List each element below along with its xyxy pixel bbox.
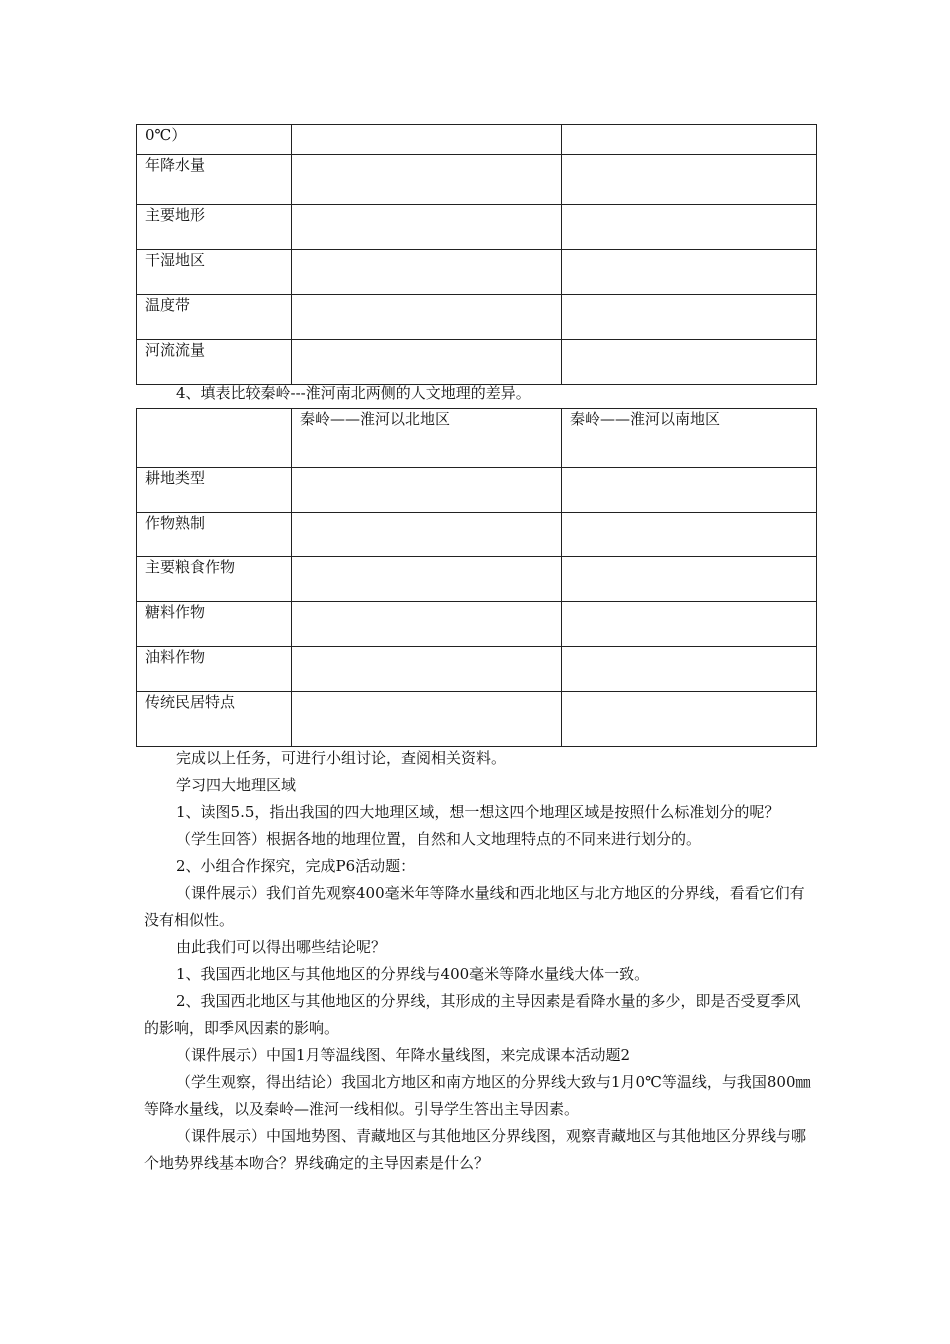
table-row [137, 340, 817, 385]
table-intro: 4、填表比较秦岭---淮河南北两侧的人文地理的差异。 [176, 384, 531, 402]
lesson-text [144, 745, 814, 1177]
table-cell[interactable] [562, 692, 817, 747]
table-cell[interactable] [292, 205, 562, 250]
table-row [137, 647, 817, 692]
row-label: 糖料作物 [137, 602, 292, 647]
table-row [137, 513, 817, 557]
table-cell[interactable] [292, 295, 562, 340]
section-heading: 学习四大地理区域 [176, 776, 297, 794]
row-label: 年降水量 [137, 155, 292, 205]
natural-geography-table [136, 124, 817, 385]
paragraph: 1、读图5.5，指出我国的四大地理区域，想一想这四个地理区域是按照什么标准划分的呢？ [176, 803, 780, 821]
table-row [137, 468, 817, 513]
human-geography-table [136, 408, 817, 747]
table-cell[interactable] [292, 468, 562, 513]
header-cell: 秦岭——淮河以北地区 [292, 409, 562, 468]
table-cell[interactable] [292, 155, 562, 205]
table-row [137, 295, 817, 340]
row-label: 温度带 [137, 295, 292, 340]
table-row [137, 557, 817, 602]
table-row [137, 602, 817, 647]
paragraph: （课件展示）中国地势图、青藏地区与其他地区分界线图，观察青藏地区与其他地区分界线与哪个地势界线基本吻合？界线确定的主导因素是什么？ [144, 1127, 807, 1172]
paragraph: 由此我们可以得出哪些结论呢？ [176, 938, 387, 956]
table-row [137, 125, 817, 155]
row-label: 主要粮食作物 [137, 557, 292, 602]
table-cell[interactable] [562, 647, 817, 692]
table-cell[interactable] [292, 692, 562, 747]
row-label: 传统民居特点 [137, 692, 292, 747]
row-label: 主要地形 [137, 205, 292, 250]
table-cell[interactable] [562, 557, 817, 602]
row-label: 0℃） [137, 125, 292, 155]
paragraph: （学生观察，得出结论）我国北方地区和南方地区的分界线大致与1月0℃等温线，与我国800㎜等降水量线，以及秦岭—淮河一线相似。引导学生答出主导因素。 [144, 1073, 811, 1118]
table-cell[interactable] [292, 250, 562, 295]
row-label: 河流流量 [137, 340, 292, 385]
table-cell[interactable] [562, 602, 817, 647]
table-row [137, 692, 817, 747]
table-cell[interactable] [562, 125, 817, 155]
paragraph: 完成以上任务，可进行小组讨论，查阅相关资料。 [176, 749, 507, 767]
table-header-row [137, 409, 817, 468]
table-cell[interactable] [562, 205, 817, 250]
table-cell[interactable] [292, 647, 562, 692]
table-cell[interactable] [562, 513, 817, 557]
table-cell[interactable] [562, 295, 817, 340]
table-cell[interactable] [292, 125, 562, 155]
table-cell[interactable] [292, 513, 562, 557]
paragraph: （课件展示）我们首先观察400毫米年等降水量线和西北地区与北方地区的分界线，看看它们有没有相似性。 [144, 884, 805, 929]
header-cell: 秦岭——淮河以南地区 [562, 409, 817, 468]
row-label: 油料作物 [137, 647, 292, 692]
table-row [137, 205, 817, 250]
paragraph: 2、我国西北地区与其他地区的分界线，其形成的主导因素是看降水量的多少，即是否受夏季风的影响，即季风因素的影响。 [144, 992, 801, 1037]
paragraph: 1、我国西北地区与其他地区的分界线与400毫米等降水量线大体一致。 [176, 965, 650, 983]
paragraph: 2、小组合作探究，完成P6活动题： [176, 857, 416, 875]
table-cell[interactable] [292, 340, 562, 385]
table-cell[interactable] [292, 557, 562, 602]
paragraph: （课件展示）中国1月等温线图、年降水量线图，来完成课本活动题2 [176, 1046, 631, 1064]
row-label: 作物熟制 [137, 513, 292, 557]
table-cell[interactable] [292, 602, 562, 647]
paragraph: （学生回答）根据各地的地理位置，自然和人文地理特点的不同来进行划分的。 [176, 830, 702, 848]
table-cell[interactable] [562, 155, 817, 205]
row-label: 干湿地区 [137, 250, 292, 295]
row-label: 耕地类型 [137, 468, 292, 513]
table-cell[interactable] [562, 340, 817, 385]
table-row [137, 250, 817, 295]
table-row [137, 155, 817, 205]
header-cell [137, 409, 292, 468]
table-cell[interactable] [562, 468, 817, 513]
table-cell[interactable] [562, 250, 817, 295]
